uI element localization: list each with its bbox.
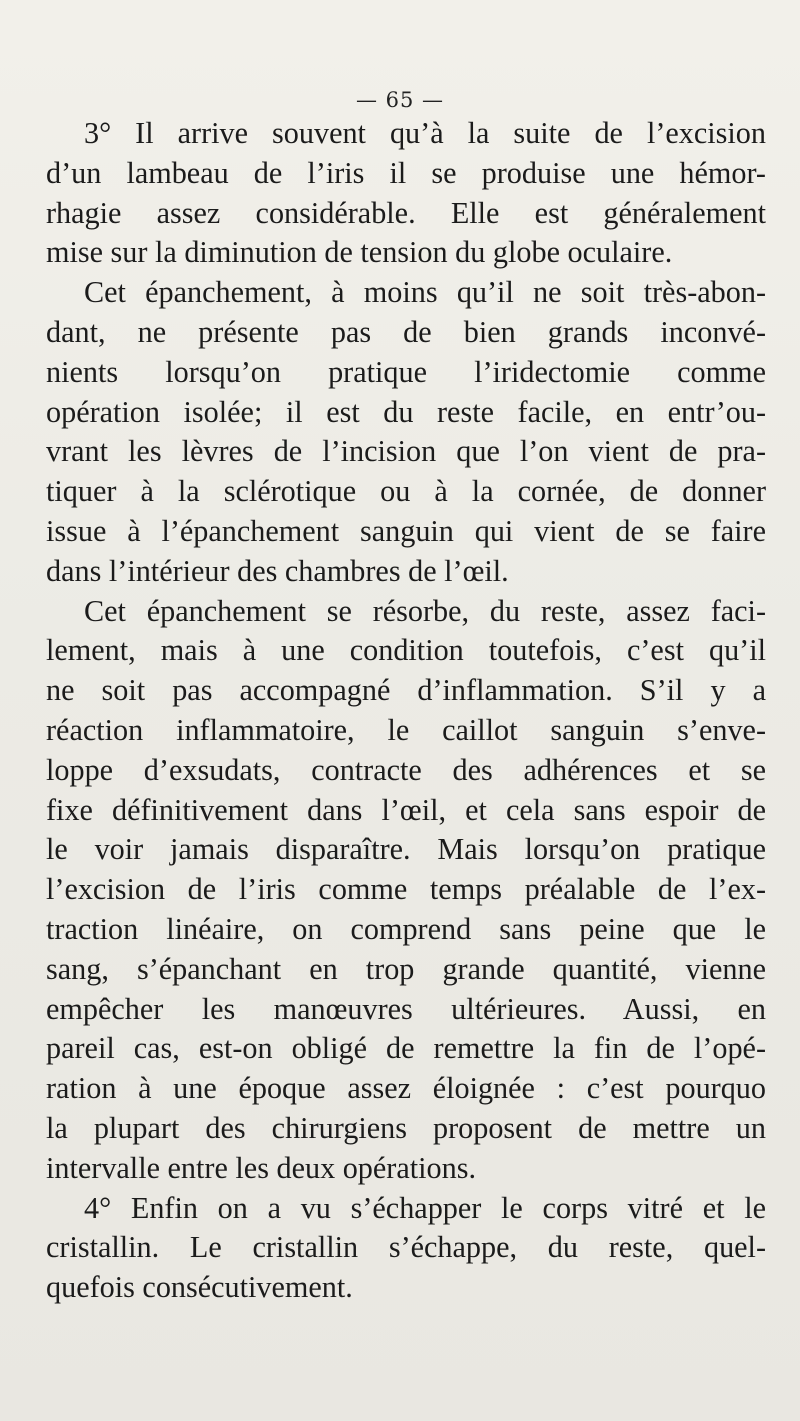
text-line: traction linéaire, on comprend sans peine que le [46,911,766,946]
paragraph [46,273,766,591]
paragraph [46,592,766,1189]
text-line: nients lorsqu’on pratique l’iridectomie comme [46,354,766,389]
text-line: ration à une époque assez éloignée : c’est pourquo [46,1071,766,1106]
text-line: opération isolée; il est du reste facile, en entr’ou- [46,394,766,429]
text-line: issue à l’épanchement sanguin qui vient de se faire [46,513,766,548]
text-line: vrant les lèvres de l’incision que l’on vient de pra- [46,434,766,469]
text-line: sang, s’épanchant en trop grande quantité, vienne [46,951,766,986]
text-line: 3° Il arrive souvent qu’à la suite de l’excision [84,116,766,150]
text-line: l’excision de l’iris comme temps préalable de l’ex- [46,872,766,907]
text-line: empêcher les manœuvres ultérieures. Aussi, en [46,991,766,1026]
text-line: loppe d’exsudats, contracte des adhérences et se [46,752,766,787]
text-line: lement, mais à une condition toutefois, c’est qu’il [46,633,766,668]
text-line: intervalle entre les deux opérations. [46,1150,477,1185]
text-line: tiquer à la sclérotique ou à la cornée, de donner [46,474,766,509]
text-line: ne soit pas accompagné d’inflammation. S’il y a [46,673,766,708]
text-line: dant, ne présente pas de bien grands inconvé- [46,314,766,349]
paragraph [46,114,766,273]
text-line: Cet épanchement se résorbe, du reste, assez faci- [84,593,766,628]
text-line: la plupart des chirurgiens proposent de mettre un [46,1110,766,1145]
text-line: rhagie assez considérable. Elle est généralement [46,195,766,230]
text-line: pareil cas, est-on obligé de remettre la fin de l’opé- [46,1031,766,1066]
body-text [46,114,766,1308]
text-line: réaction inflammatoire, le caillot sanguin s’enve- [46,712,766,747]
text-line: d’un lambeau de l’iris il se produise une hémor- [46,155,766,190]
text-line: dans l’intérieur des chambres de l’œil. [46,553,509,588]
text-line: quefois consécutivement. [46,1270,353,1305]
text-line: cristallin. Le cristallin s’échappe, du reste, quel- [46,1230,766,1265]
paragraph [46,1189,766,1308]
text-line: fixe définitivement dans l’œil, et cela sans espoir de [46,792,766,827]
text-line: mise sur la diminution de tension du globe oculaire. [46,235,673,270]
page-number: — 65 — [355,88,445,112]
text-line: le voir jamais disparaître. Mais lorsqu’on pratique [46,832,766,867]
text-line: 4° Enfin on a vu s’échapper le corps vitré et le [84,1190,766,1225]
text-line: Cet épanchement, à moins qu’il ne soit très-abon- [84,275,766,310]
